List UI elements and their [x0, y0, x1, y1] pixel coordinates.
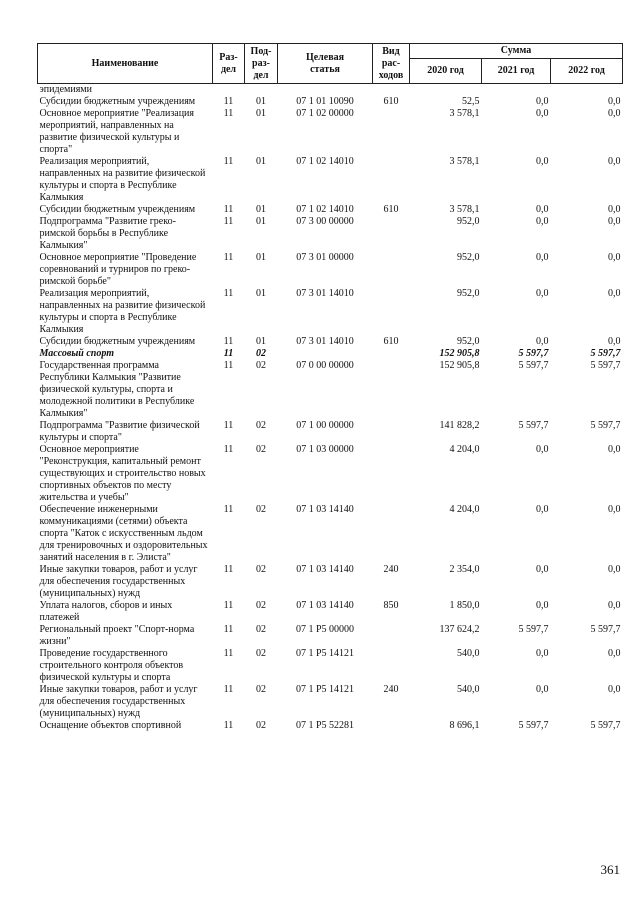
- cell-podrazdel: 02: [256, 348, 266, 359]
- cell-sum-2022: 5 597,7: [590, 348, 621, 359]
- header-statya: Целевая статья: [278, 44, 373, 84]
- cell-name: Государственная программа Республики Калмыкия "Развитие физической культуры, спорта и молодежной политики в Республике Калмыкия": [39, 360, 195, 419]
- cell-statya: [278, 84, 373, 97]
- cell-name: эпидемиями: [39, 84, 92, 95]
- cell-vid: [373, 420, 410, 444]
- cell-vid: [373, 624, 410, 648]
- cell-vid: [373, 108, 410, 156]
- header-year-2020: 2020 год: [410, 59, 482, 84]
- header-year-2021: 2021 год: [482, 59, 551, 84]
- cell-name: Иные закупки товаров, работ и услуг для обеспечения государственных (муниципальных) нужд: [39, 684, 198, 719]
- cell-sum-2020: 4 204,0: [449, 504, 480, 515]
- table-row: [38, 252, 623, 288]
- header-razdel: Раз- дел: [213, 44, 245, 84]
- cell-podrazdel: 01: [256, 216, 266, 227]
- cell-vid: [373, 84, 410, 97]
- cell-name: Уплата налогов, сборов и иных платежей: [39, 600, 173, 623]
- cell-vid: [373, 288, 410, 336]
- cell-razdel: 11: [223, 684, 234, 695]
- cell-statya: 07 1 03 14140: [296, 504, 354, 515]
- cell-sum-2022: 0,0: [608, 288, 621, 299]
- cell-statya: 07 1 P5 00000: [295, 624, 355, 635]
- cell-sum-2021: 0,0: [536, 252, 549, 263]
- table-row: [38, 444, 623, 504]
- table-row: [38, 360, 623, 420]
- cell-razdel: 11: [223, 348, 234, 359]
- cell-sum-2022: 0,0: [608, 156, 621, 167]
- cell-podrazdel: 01: [256, 108, 266, 119]
- cell-statya: 07 1 01 10090: [296, 96, 354, 107]
- cell-sum-2022: 0,0: [608, 336, 621, 347]
- cell-sum-2021: 0,0: [536, 204, 549, 215]
- table-row: [38, 108, 623, 156]
- cell-sum-2021: 5 597,7: [518, 348, 549, 359]
- cell-sum-2020: 137 624,2: [439, 624, 480, 635]
- cell-sum-2020: 152 905,8: [439, 360, 480, 371]
- cell-sum-2020: 3 578,1: [449, 156, 480, 167]
- cell-razdel: 11: [223, 336, 234, 347]
- cell-sum-2021: 0,0: [536, 648, 549, 659]
- cell-razdel: [213, 84, 245, 97]
- cell-podrazdel: 02: [256, 720, 266, 731]
- cell-vid: 240: [383, 564, 399, 575]
- cell-razdel: 11: [223, 564, 234, 575]
- cell-statya: 07 0 00 00000: [296, 360, 354, 371]
- table-row: [38, 420, 623, 444]
- cell-name: Реализация мероприятий, направленных на развитие физической культуры и спорта в Республике Калмыкия: [39, 288, 206, 335]
- page-number: 361: [600, 862, 620, 877]
- cell-statya: 07 1 00 00000: [296, 420, 354, 431]
- cell-statya: 07 1 P5 14121: [295, 684, 355, 695]
- cell-podrazdel: 02: [256, 624, 266, 635]
- header-year-2022: 2022 год: [551, 59, 623, 84]
- cell-sum-2022: 0,0: [608, 96, 621, 107]
- cell-podrazdel: 02: [256, 648, 266, 659]
- cell-razdel: 11: [223, 216, 234, 227]
- cell-sum-2021: [482, 84, 551, 97]
- cell-sum-2020: 52,5: [462, 96, 480, 107]
- cell-statya: [278, 348, 373, 360]
- cell-podrazdel: 02: [256, 420, 266, 431]
- cell-sum-2020: [410, 84, 482, 97]
- cell-vid: [373, 720, 410, 732]
- cell-podrazdel: 01: [256, 96, 266, 107]
- cell-sum-2021: 5 597,7: [518, 420, 549, 431]
- cell-sum-2021: 0,0: [536, 288, 549, 299]
- cell-podrazdel: 02: [256, 360, 266, 371]
- table-row: [38, 648, 623, 684]
- cell-razdel: 11: [223, 444, 234, 455]
- cell-sum-2021: 0,0: [536, 564, 549, 575]
- cell-statya: 07 1 03 14140: [296, 600, 354, 611]
- cell-sum-2020: 952,0: [457, 252, 480, 263]
- cell-razdel: 11: [223, 648, 234, 659]
- cell-name: Основное мероприятие "Проведение соревнований и турниров по греко-римской борьбе": [39, 252, 197, 287]
- cell-vid: [373, 156, 410, 204]
- cell-statya: 07 1 03 00000: [296, 444, 354, 455]
- cell-podrazdel: [245, 84, 278, 97]
- cell-name: Оснащение объектов спортивной: [39, 720, 182, 731]
- table-row: [38, 348, 623, 360]
- cell-razdel: 11: [223, 720, 234, 731]
- cell-sum-2020: 540,0: [457, 648, 480, 659]
- cell-statya: 07 1 02 14010: [296, 204, 354, 215]
- table-row: [38, 204, 623, 216]
- cell-vid: 240: [383, 684, 399, 695]
- cell-name: Массовый спорт: [39, 348, 114, 359]
- cell-sum-2022: 0,0: [608, 648, 621, 659]
- table-row: [38, 216, 623, 252]
- cell-sum-2021: 0,0: [536, 600, 549, 611]
- table-row: [38, 624, 623, 648]
- cell-sum-2022: 5 597,7: [590, 420, 621, 431]
- table-header: [38, 44, 623, 84]
- cell-sum-2020: 8 696,1: [449, 720, 480, 731]
- cell-sum-2022: 0,0: [608, 108, 621, 119]
- cell-razdel: 11: [223, 600, 234, 611]
- cell-vid: [373, 504, 410, 564]
- cell-name: Реализация мероприятий, направленных на развитие физической культуры и спорта в Республике Калмыкия: [39, 156, 206, 203]
- cell-podrazdel: 01: [256, 288, 266, 299]
- cell-sum-2022: [551, 84, 623, 97]
- cell-sum-2021: 5 597,7: [518, 624, 549, 635]
- cell-sum-2020: 952,0: [457, 216, 480, 227]
- cell-name: Обеспечение инженерными коммуникациями (сетями) объекта спорта "Каток с искусственным льдом для тренировочных и оздоровительных занятий населения в г. Элиста": [39, 504, 208, 563]
- cell-name: Иные закупки товаров, работ и услуг для обеспечения государственных (муниципальных) нужд: [39, 564, 198, 599]
- cell-razdel: 11: [223, 108, 234, 119]
- cell-razdel: 11: [223, 420, 234, 431]
- cell-statya: 07 3 01 14010: [296, 336, 354, 347]
- cell-vid: [373, 360, 410, 420]
- cell-sum-2020: 1 850,0: [449, 600, 480, 611]
- header-podrazdel: Под- раз- дел: [245, 44, 278, 84]
- cell-sum-2021: 0,0: [536, 504, 549, 515]
- cell-vid: [373, 348, 410, 360]
- cell-vid: [373, 444, 410, 504]
- budget-table: [37, 43, 623, 732]
- cell-vid: 610: [383, 96, 399, 107]
- header-vid: Вид рас- ходов: [373, 44, 410, 84]
- cell-sum-2021: 0,0: [536, 96, 549, 107]
- cell-sum-2022: 0,0: [608, 504, 621, 515]
- cell-sum-2020: 540,0: [457, 684, 480, 695]
- cell-podrazdel: 02: [256, 684, 266, 695]
- cell-razdel: 11: [223, 504, 234, 515]
- cell-sum-2021: 0,0: [536, 108, 549, 119]
- cell-sum-2021: 0,0: [536, 684, 549, 695]
- cell-sum-2022: 5 597,7: [590, 624, 621, 635]
- cell-sum-2022: 0,0: [608, 444, 621, 455]
- cell-vid: [373, 216, 410, 252]
- cell-statya: 07 1 P5 52281: [295, 720, 355, 731]
- cell-statya: 07 1 02 14010: [296, 156, 354, 167]
- cell-podrazdel: 01: [256, 336, 266, 347]
- cell-razdel: 11: [223, 252, 234, 263]
- cell-sum-2022: 5 597,7: [590, 720, 621, 731]
- cell-sum-2020: 3 578,1: [449, 204, 480, 215]
- cell-statya: 07 3 01 00000: [296, 252, 354, 263]
- cell-podrazdel: 01: [256, 252, 266, 263]
- cell-podrazdel: 02: [256, 564, 266, 575]
- table-row: [38, 564, 623, 600]
- cell-razdel: 11: [223, 288, 234, 299]
- cell-sum-2022: 0,0: [608, 564, 621, 575]
- cell-razdel: 11: [223, 624, 234, 635]
- cell-podrazdel: 02: [256, 504, 266, 515]
- table-row: [38, 336, 623, 348]
- cell-sum-2020: 4 204,0: [449, 444, 480, 455]
- cell-podrazdel: 02: [256, 444, 266, 455]
- cell-razdel: 11: [223, 96, 234, 107]
- cell-statya: 07 1 02 00000: [296, 108, 354, 119]
- cell-vid: 610: [383, 204, 399, 215]
- cell-sum-2020: 952,0: [457, 336, 480, 347]
- table-row: [38, 156, 623, 204]
- table-row: [38, 84, 623, 97]
- cell-sum-2022: 0,0: [608, 252, 621, 263]
- cell-podrazdel: 02: [256, 600, 266, 611]
- cell-statya: 07 3 00 00000: [296, 216, 354, 227]
- cell-sum-2022: 0,0: [608, 684, 621, 695]
- cell-vid: [373, 252, 410, 288]
- cell-sum-2020: 2 354,0: [449, 564, 480, 575]
- cell-name: Субсидии бюджетным учреждениям: [39, 336, 196, 347]
- cell-sum-2022: 0,0: [608, 204, 621, 215]
- cell-name: Подпрограмма "Развитие греко-римской борьбы в Республике Калмыкия": [39, 216, 176, 251]
- cell-vid: 610: [383, 336, 399, 347]
- table-row: [38, 684, 623, 720]
- cell-sum-2022: 5 597,7: [590, 360, 621, 371]
- cell-sum-2020: 152 905,8: [439, 348, 480, 359]
- cell-name: Субсидии бюджетным учреждениям: [39, 204, 196, 215]
- cell-sum-2021: 0,0: [536, 444, 549, 455]
- cell-sum-2021: 5 597,7: [518, 720, 549, 731]
- cell-statya: 07 3 01 14010: [296, 288, 354, 299]
- cell-podrazdel: 01: [256, 204, 266, 215]
- table-body: [38, 84, 623, 733]
- cell-sum-2021: 5 597,7: [518, 360, 549, 371]
- cell-name: Основное мероприятие "Реализация мероприятий, направленных на развитие физической культуры и спорта": [39, 108, 195, 155]
- header-name: Наименование: [38, 44, 213, 84]
- header-summa: Сумма: [410, 44, 623, 59]
- cell-sum-2022: 0,0: [608, 216, 621, 227]
- cell-name: Субсидии бюджетным учреждениям: [39, 96, 196, 107]
- table-row: [38, 96, 623, 108]
- cell-sum-2021: 0,0: [536, 156, 549, 167]
- cell-sum-2021: 0,0: [536, 216, 549, 227]
- cell-name: Проведение государственного строительного контроля объектов физической культуры и спорта: [39, 648, 184, 683]
- cell-razdel: 11: [223, 360, 234, 371]
- cell-sum-2022: 0,0: [608, 600, 621, 611]
- cell-sum-2021: 0,0: [536, 336, 549, 347]
- cell-vid: [373, 648, 410, 684]
- cell-sum-2020: 952,0: [457, 288, 480, 299]
- table-row: [38, 288, 623, 336]
- table-row: [38, 600, 623, 624]
- cell-vid: 850: [383, 600, 399, 611]
- cell-name: Основное мероприятие "Реконструкция, капитальный ремонт существующих и строительство новых спортивных объектов по месту жительства и учебы": [39, 444, 206, 503]
- cell-statya: 07 1 P5 14121: [295, 648, 355, 659]
- cell-razdel: 11: [223, 204, 234, 215]
- cell-name: Подпрограмма "Развитие физической культуры и спорта": [39, 420, 200, 443]
- cell-statya: 07 1 03 14140: [296, 564, 354, 575]
- cell-sum-2020: 141 828,2: [439, 420, 480, 431]
- cell-podrazdel: 01: [256, 156, 266, 167]
- table-row: [38, 720, 623, 732]
- cell-sum-2020: 3 578,1: [449, 108, 480, 119]
- cell-name: Региональный проект "Спорт-норма жизни": [39, 624, 195, 647]
- table-row: [38, 504, 623, 564]
- cell-razdel: 11: [223, 156, 234, 167]
